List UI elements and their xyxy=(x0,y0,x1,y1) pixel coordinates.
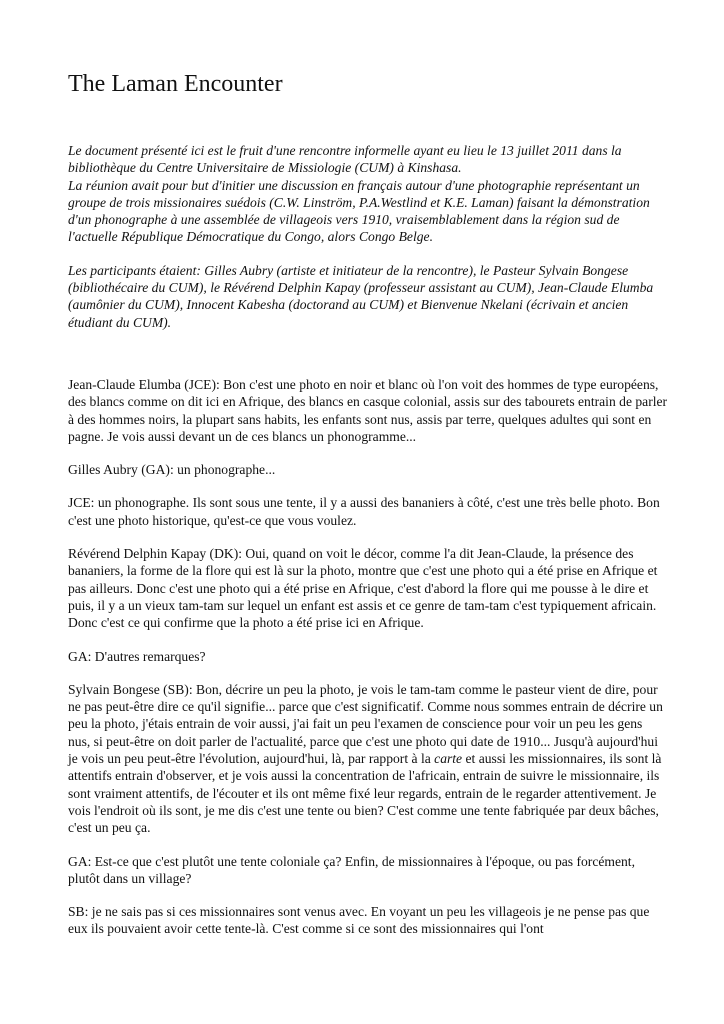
paragraph-spacer xyxy=(68,246,668,262)
page-title: The Laman Encounter xyxy=(68,71,283,97)
transcript-paragraph-6-emphasis: carte xyxy=(434,751,463,767)
transcript-paragraph-4: Révérend Delphin Kapay (DK): Oui, quand on voit le décor, comme l'a dit Jean-Claude, la présence des bananiers, la forme de la flore qui est là sur la photo, montre que c'est une photo qui a été prise en Afrique et pas ailleurs. Donc c'est une photo qui a été prise en Afrique, c'est d'abord la flore qui me pousse à le dire et puis, il y a un vieux tam-tam sur lequel un enfant est assis et ce genre de tam-tam c'est typiquement africain. Donc c'est ce qui confirme que la photo a été prise ici en Afrique. xyxy=(68,546,658,631)
intro-paragraph-1: Le document présenté ici est le fruit d'une rencontre informelle ayant eu lieu le 13 juillet 2011 dans la bibliothèque du Centre Universitaire de Missiologie (CUM) à Kinshasa. xyxy=(68,143,622,176)
intro-paragraph-2: La réunion avait pour but d'initier une discussion en français autour d'une photographie représentant un groupe de trois missionaires suédois (C.W. Linström, P.A.Westlind et K.E. Laman) faisant la démonstration d'un phonographe à une assemblée de villageois vers 1910, vraisemblablement dans la région sud de l'actuelle République Démocratique du Congo, alors Congo Belge. xyxy=(68,177,650,245)
transcript-paragraph-8: SB: je ne sais pas si ces missionnaires sont venus avec. En voyant un peu les villageois je ne pense pas que eux ils pouvaient avoir cette tente-là. C'est comme si ce sont des missionnaires qui l'ont xyxy=(68,904,650,937)
intro-section xyxy=(68,142,668,331)
transcript-paragraph-6-text-a: Sylvain Bongese (SB): Bon, décrire un peu la photo, je vois le tam-tam comme le pasteur vient de dire, pour ne pas peut-être dire ce qu'il signifie... parce que c'est significatif. Comme nous sommes entrain de décrire un peu la photo, j'étais entrain de voir aussi, j'ai fait un peu l'examen de conscience pour voir un peu les gens nus, si peut-être on doit parler de l'actualité, parce que c'est une photo qui date de 1910... Jusqu'à aujourd'hui je vois un peu peut-être l'évolution, aujourd'hui, là, par rapport à la xyxy=(68,681,663,767)
transcript-paragraph-1: Jean-Claude Elumba (JCE): Bon c'est une photo en noir et blanc où l'on voit des hommes de type européens, des blancs comme on dit ici en Afrique, des blancs en casque colonial, assis sur des tabourets entrain de parler à des hommes noirs, la plupart sans habits, les enfants sont nus, assis par terre, quelques adultes qui sont en pagne. Je vois aussi devant un de ces blancs un phonogramme... xyxy=(68,377,668,444)
transcript-paragraph-2: Gilles Aubry (GA): un phonographe... xyxy=(68,462,276,478)
transcript-paragraph-6-text-b: et aussi les missionnaires, ils sont là attentifs entrain d'observer, et je vois aussi la concentration de l'africain, entrain de suivre le missionnaire, ils sont vraiment attentifs, de l'écouter et ils ont même fixé leur regards, entrain de le regarder attentivement. Je vois l'endroit où ils sont, je me dis c'est une tente ou bien? C'est comme une tente fabriquée par deux bâches, c'est un peu ça. xyxy=(68,751,662,836)
transcript-paragraph-5: GA: D'autres remarques? xyxy=(68,648,206,664)
transcript-paragraph-3: JCE: un phonographe. Ils sont sous une tente, il y a aussi des bananiers à côté, c'est une très belle photo. Bon c'est une photo historique, qu'est-ce que vous voulez. xyxy=(68,495,660,528)
transcript-paragraph-7: GA: Est-ce que c'est plutôt une tente coloniale ça? Enfin, de missionnaires à l'époque, ou pas forcément, plutôt dans un village? xyxy=(68,853,635,886)
transcript-paragraph-6 xyxy=(68,681,668,837)
transcript-section xyxy=(68,376,668,954)
intro-paragraph-participants: Les participants étaient: Gilles Aubry (artiste et initiateur de la rencontre), le Pasteur Sylvain Bongese (bibliothécaire du CUM), le Révérend Delphin Kapay (professeur assistant au CUM), Jean-Claude Elumba (aumônier du CUM), Innocent Kabesha (doctorand au CUM) et Bienvenue Nkelani (écrivain et ancien étudiant du CUM). xyxy=(68,262,654,330)
